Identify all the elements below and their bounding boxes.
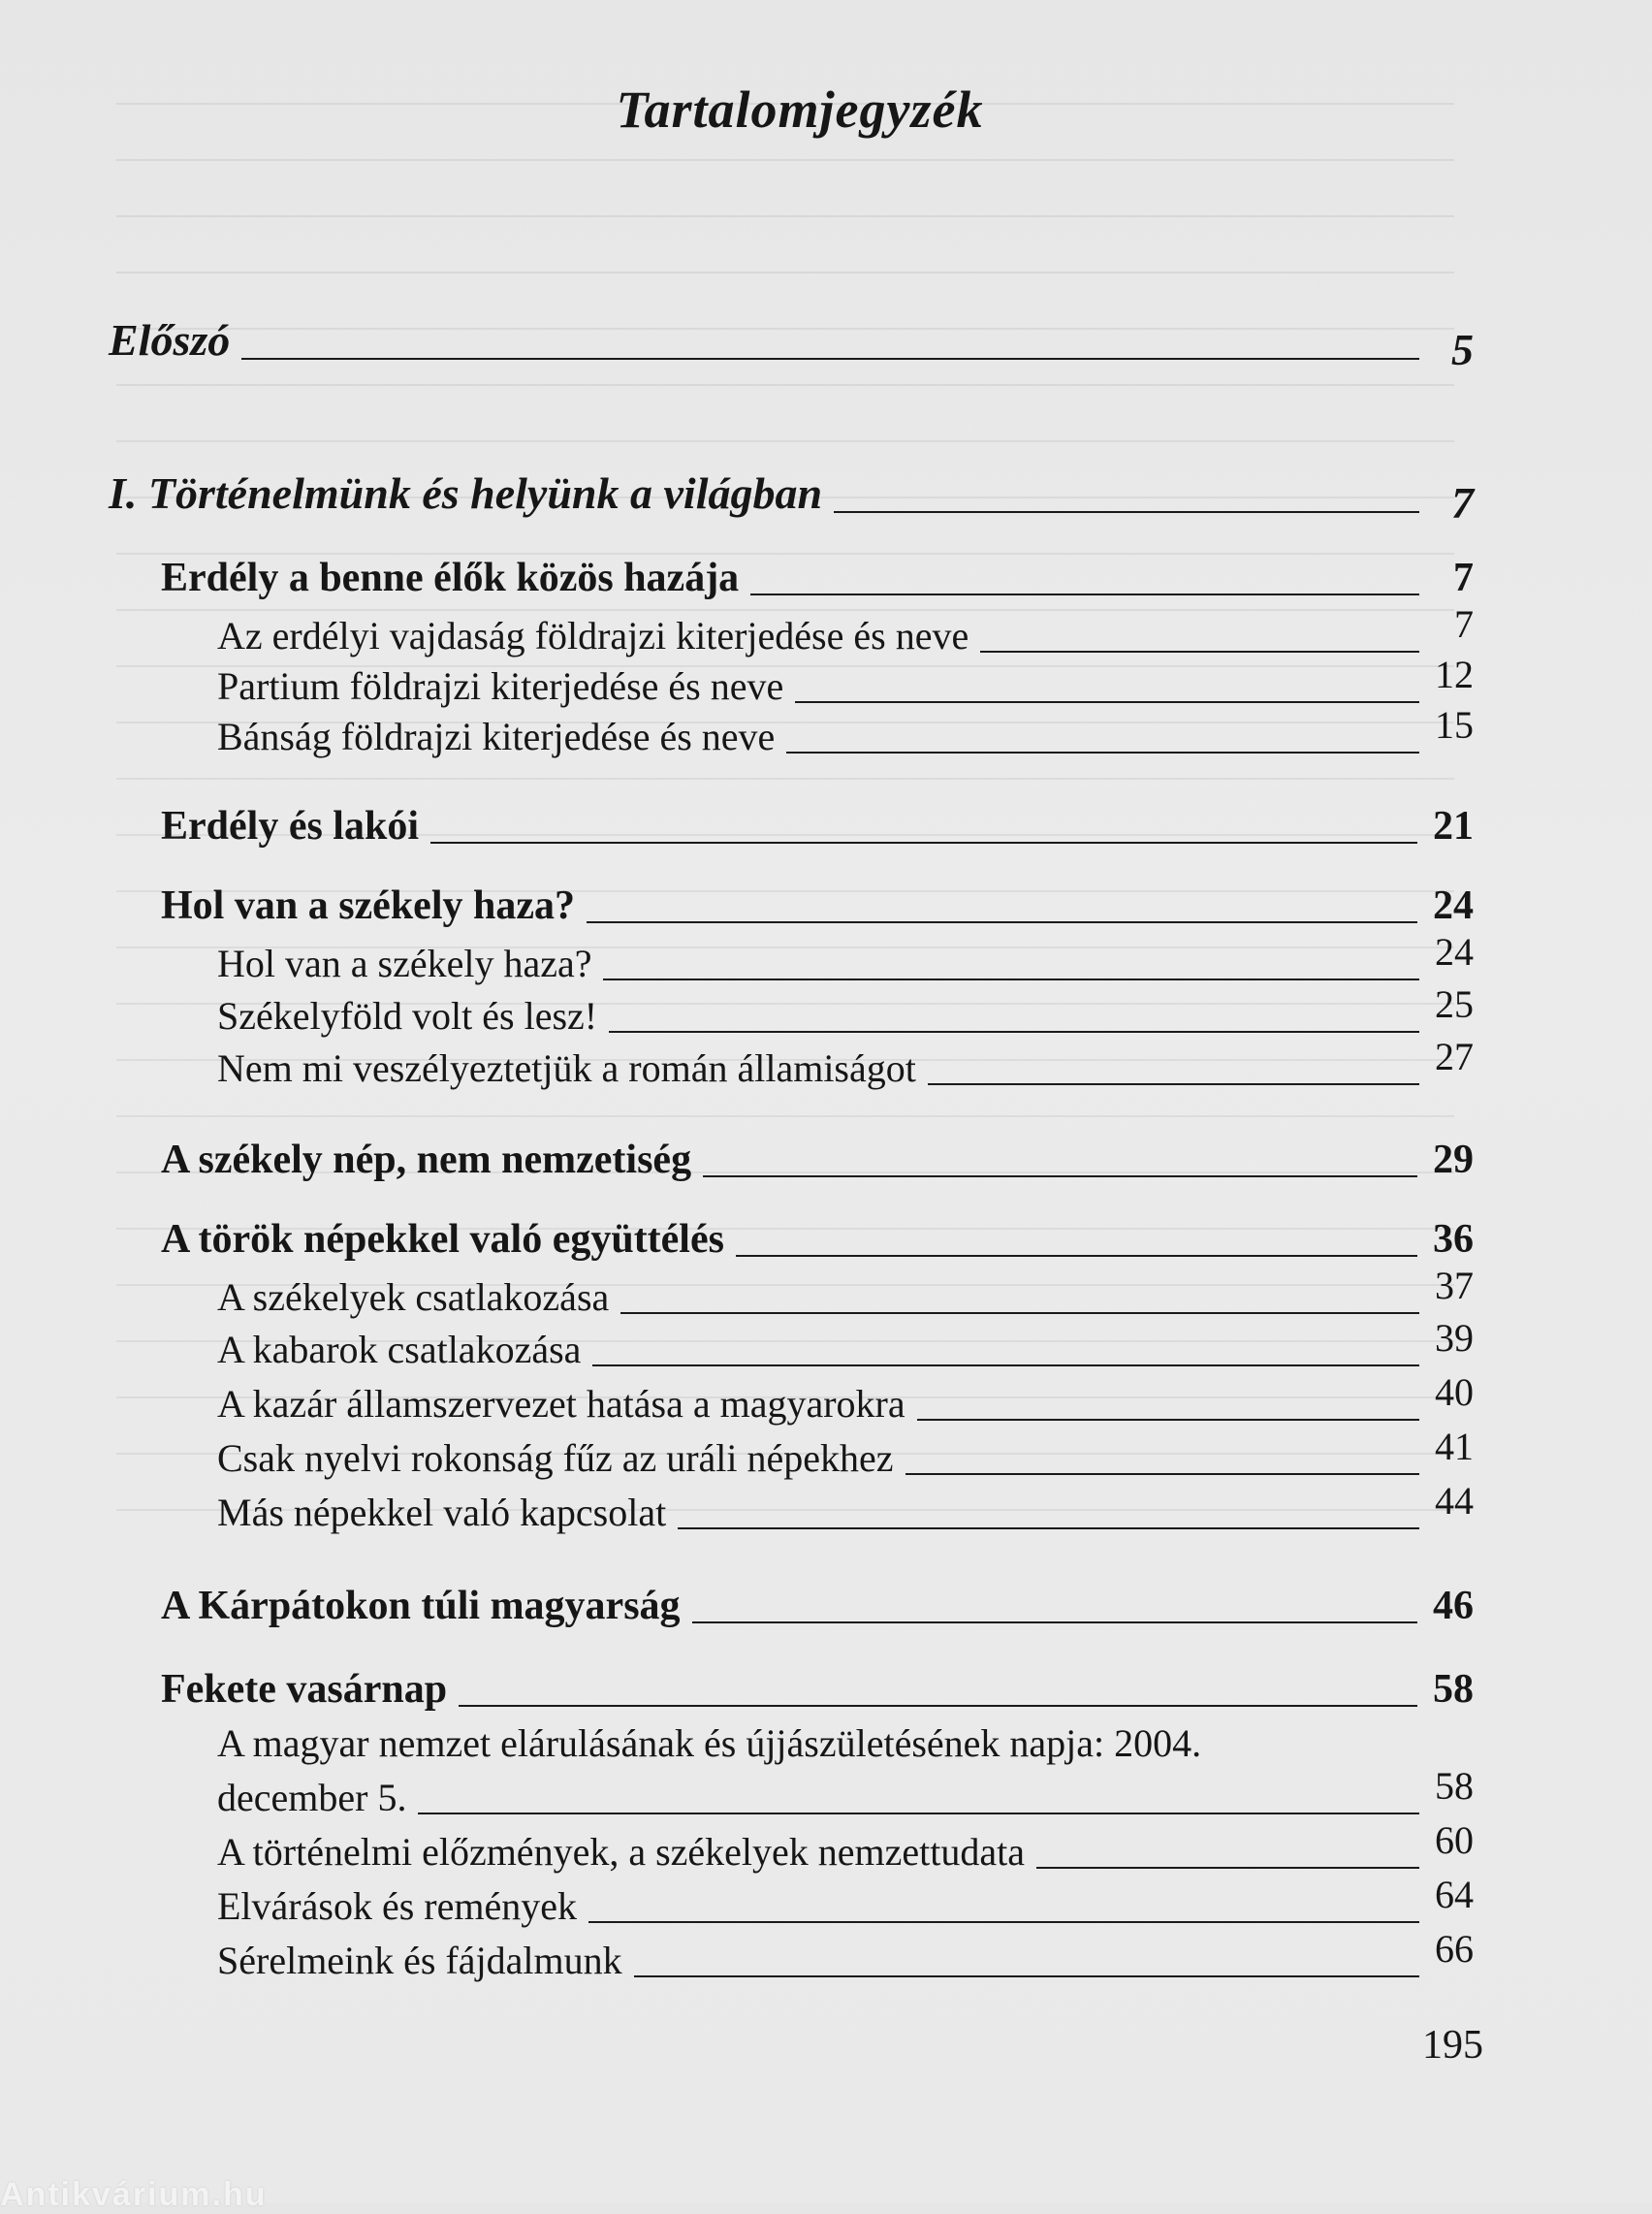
toc-entry-page: 5	[1451, 325, 1474, 374]
leader-line	[620, 1312, 1419, 1314]
toc-entry-subsection[interactable]	[217, 1316, 1474, 1372]
leader-line	[786, 752, 1419, 754]
toc-entry-page: 12	[1435, 653, 1474, 696]
leader-line	[1036, 1867, 1419, 1869]
toc-entry-subsection[interactable]	[217, 1370, 1474, 1427]
leader-line	[917, 1419, 1419, 1421]
toc-entry-chapter-1[interactable]	[109, 467, 1474, 528]
toc-entry-label: Bánság földrajzi kiterjedése és neve	[217, 715, 776, 758]
leader-line	[588, 1921, 1419, 1923]
toc-entry-subsection[interactable]	[217, 1873, 1474, 1929]
leader-line	[750, 594, 1419, 595]
toc-entry-label: A kabarok csatlakozása	[217, 1328, 582, 1371]
toc-entry-label: A székelyek csatlakozása	[217, 1275, 610, 1319]
toc-entry-label-line1: A magyar nemzet elárulásának és újjászületésének napja: 2004.	[217, 1721, 1202, 1765]
toc-entry-section[interactable]	[161, 1137, 1474, 1183]
toc-entry-subsection[interactable]	[217, 930, 1474, 986]
toc-entry-label: Székelyföld volt és lesz!	[217, 994, 598, 1038]
toc-entry-section[interactable]	[161, 1666, 1474, 1713]
toc-entry-label: december 5.	[217, 1776, 407, 1819]
toc-entry-label: Fekete vasárnap	[161, 1667, 448, 1712]
toc-entry-eloszo[interactable]	[109, 314, 1474, 374]
toc-entry-label: A kazár államszervezet hatása a magyarokra	[217, 1382, 905, 1426]
toc-entry-label: Sérelmeink és fájdalmunk	[217, 1939, 622, 1982]
leader-line	[703, 1175, 1417, 1177]
toc-entry-label: Elvárások és remények	[217, 1884, 577, 1928]
toc-entry-page: 15	[1435, 703, 1474, 747]
leader-line	[795, 701, 1419, 703]
leader-line	[736, 1255, 1417, 1257]
toc-entry-subsection[interactable]	[217, 1764, 1474, 1820]
toc-entry-page: 60	[1435, 1818, 1474, 1862]
toc-entry-page: 29	[1433, 1138, 1474, 1182]
toc-entry-label: Erdély a benne élők közös hazája	[161, 556, 740, 600]
toc-entry-label: Előszó	[109, 315, 231, 365]
watermark-text: Antikvárium.hu	[0, 2176, 268, 2213]
toc-entry-page: 58	[1433, 1667, 1474, 1712]
toc-entry-subsection[interactable]	[217, 1264, 1474, 1320]
leader-line	[928, 1083, 1419, 1085]
leader-line	[418, 1813, 1419, 1814]
toc-entry-subsection[interactable]	[217, 1818, 1474, 1875]
leader-line	[905, 1473, 1419, 1475]
toc-entry-subsection[interactable]	[217, 1927, 1474, 1983]
leader-line	[634, 1975, 1419, 1977]
toc-entry-page: 44	[1435, 1479, 1474, 1523]
leader-line	[592, 1364, 1419, 1366]
page-number: 195	[1422, 2023, 1483, 2068]
toc-entry-page: 24	[1433, 883, 1474, 928]
toc-entry-label: Hol van a székely haza?	[161, 883, 575, 928]
toc-entry-label: Az erdélyi vajdaság földrajzi kiterjedése és neve	[217, 614, 969, 658]
leader-line	[430, 842, 1417, 844]
toc-entry-page: 21	[1433, 804, 1474, 849]
toc-entry-subsection[interactable]	[217, 703, 1474, 759]
toc-entry-subsection[interactable]	[217, 1035, 1474, 1091]
toc-entry-subsection[interactable]	[217, 1425, 1474, 1481]
leader-line	[459, 1705, 1417, 1707]
leader-line	[834, 511, 1419, 513]
toc-entry-page: 46	[1433, 1584, 1474, 1628]
leader-line	[678, 1527, 1419, 1529]
toc-entry-page: 7	[1453, 556, 1474, 600]
toc-entry-label: Nem mi veszélyeztetjük a román államiságot	[217, 1046, 916, 1090]
leader-line	[692, 1621, 1417, 1623]
toc-entry-page: 41	[1435, 1425, 1474, 1468]
toc-entry-subsection[interactable]	[217, 653, 1474, 709]
toc-entry-page: 66	[1435, 1927, 1474, 1971]
toc-entry-page: 25	[1435, 982, 1474, 1026]
toc-entry-section[interactable]	[161, 1216, 1474, 1263]
toc-entry-label: A török népekkel való együttélés	[161, 1217, 724, 1262]
toc-entry-page: 36	[1433, 1217, 1474, 1262]
toc-entry-label: I. Történelmünk és helyünk a világban	[109, 468, 823, 518]
toc-entry-label: A Kárpátokon túli magyarság	[161, 1584, 681, 1628]
leader-line	[609, 1031, 1419, 1033]
toc-entry-page: 27	[1435, 1035, 1474, 1078]
toc-entry-subsection[interactable]	[217, 982, 1474, 1039]
toc-entry-page: 37	[1435, 1264, 1474, 1307]
toc-entry-section[interactable]	[161, 1583, 1474, 1629]
toc-entry-page: 7	[1454, 602, 1474, 646]
toc-entry-label: Hol van a székely haza?	[217, 942, 592, 985]
toc-entry-label: Erdély és lakói	[161, 804, 420, 849]
leader-line	[603, 979, 1419, 980]
toc-entry-section[interactable]	[161, 803, 1474, 850]
toc-entry-page: 40	[1435, 1370, 1474, 1414]
page-title: Tartalomjegyzék	[616, 80, 984, 139]
leader-line	[587, 921, 1417, 923]
toc-entry-page: 7	[1451, 478, 1474, 528]
toc-entry-label: Csak nyelvi rokonság fűz az uráli népekhez	[217, 1436, 894, 1480]
toc-entry-label: A történelmi előzmények, a székelyek nemzettudata	[217, 1830, 1025, 1874]
toc-entry-label: A székely nép, nem nemzetiség	[161, 1138, 692, 1182]
toc-entry-section[interactable]	[161, 555, 1474, 601]
toc-entry-page: 39	[1435, 1316, 1474, 1360]
leader-line	[241, 358, 1419, 360]
toc-entry-page: 58	[1435, 1764, 1474, 1808]
toc-entry-section[interactable]	[161, 882, 1474, 929]
toc-entry-subsection[interactable]	[217, 602, 1474, 658]
toc-entry-subsection[interactable]	[217, 1479, 1474, 1535]
toc-entry-label: Partium földrajzi kiterjedése és neve	[217, 664, 784, 708]
toc-entry-page: 64	[1435, 1873, 1474, 1916]
toc-entry-label: Más népekkel való kapcsolat	[217, 1491, 667, 1534]
toc-entry-page: 24	[1435, 930, 1474, 974]
leader-line	[980, 651, 1419, 653]
